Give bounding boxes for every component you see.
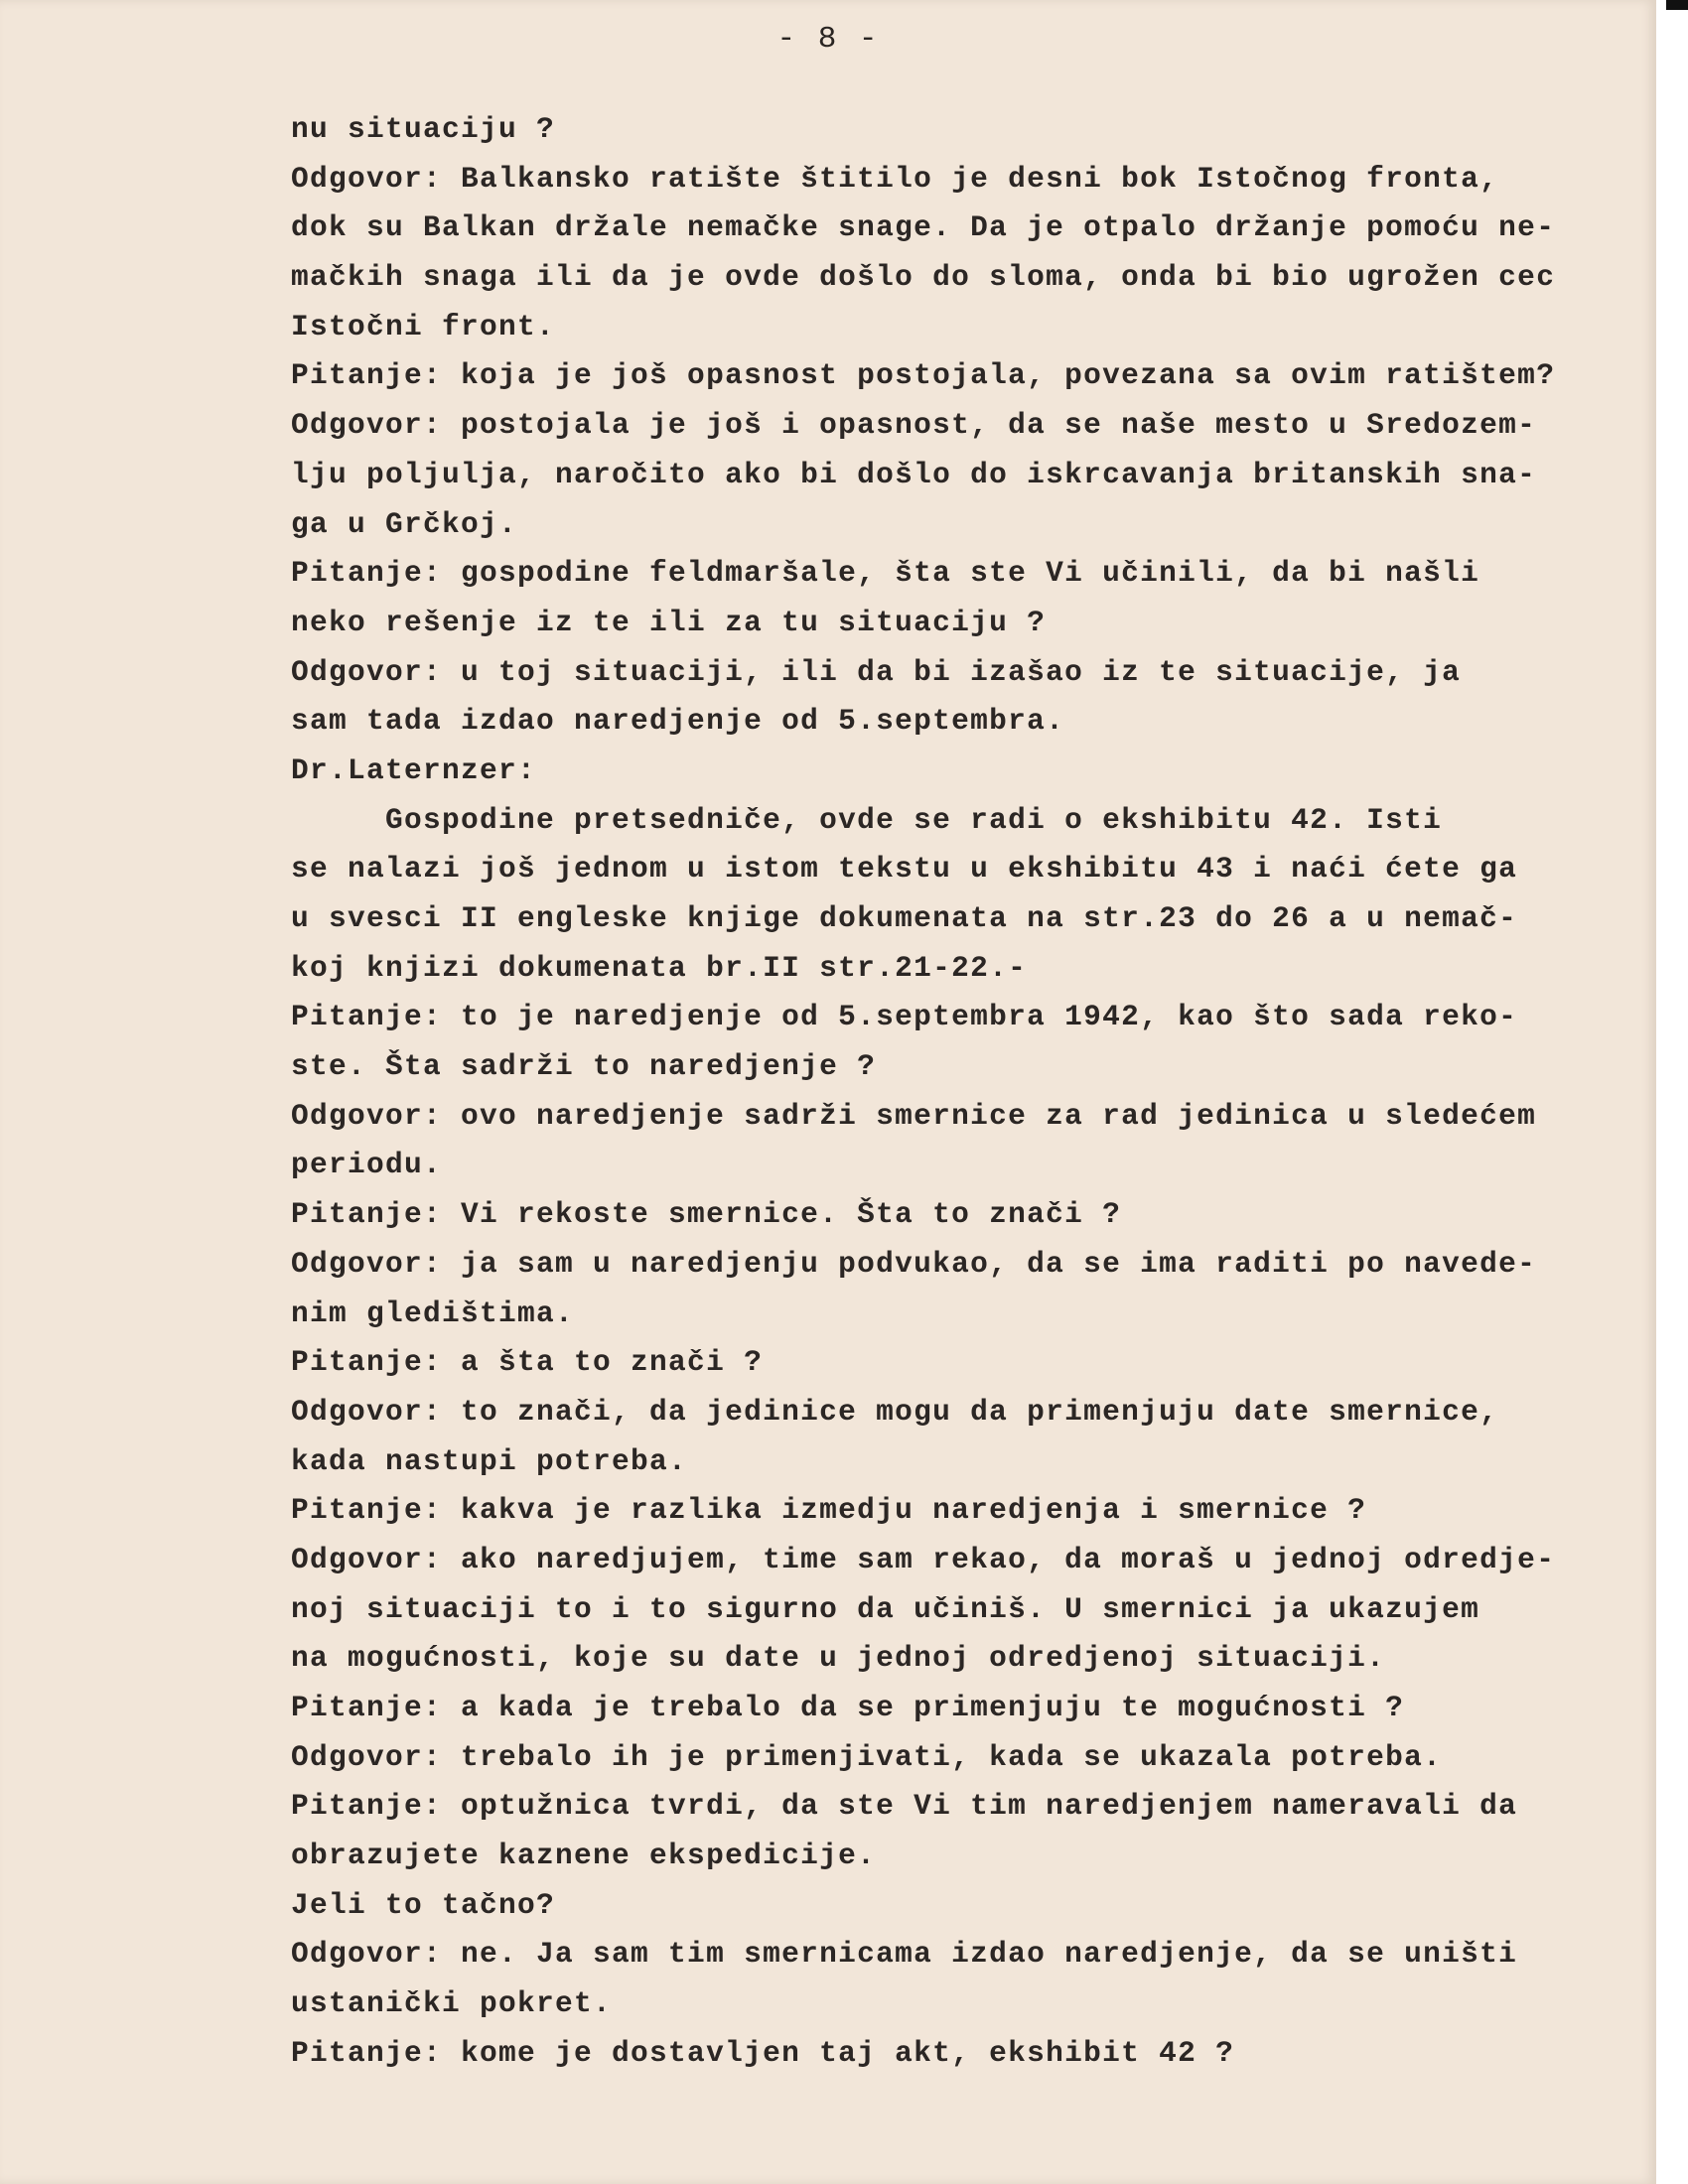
text-line: na mogućnosti, koje su date u jednoj odredjenoj situaciji. bbox=[291, 1641, 1386, 1676]
text-line: Odgovor: postojala je još i opasnost, da se naše mesto u Sredozem- bbox=[291, 408, 1537, 443]
text-line: Odgovor: u toj situaciji, ili da bi izašao iz te situacije, ja bbox=[291, 654, 1462, 689]
text-line: nu situaciju ? bbox=[291, 112, 556, 146]
text-line: Pitanje: optužnica tvrdi, da ste Vi tim naredjenjem nameravali da bbox=[291, 1789, 1518, 1824]
text-line: mačkih snaga ili da je ovde došlo do sloma, onda bi bio ugrožen cec bbox=[291, 260, 1556, 295]
page-number: - 8 - bbox=[776, 22, 880, 57]
text-line: Pitanje: Vi rekoste smernice. Šta to znači ? bbox=[291, 1197, 1122, 1232]
text-line: kada nastupi potreba. bbox=[291, 1443, 688, 1478]
text-line: Odgovor: Balkansko ratište štitilo je desni bok Istočnog fronta, bbox=[291, 161, 1499, 196]
text-line: Pitanje: a šta to znači ? bbox=[291, 1345, 764, 1380]
text-line: Jeli to tačno? bbox=[291, 1887, 556, 1922]
text-line: Pitanje: a kada je trebalo da se primenjuju te mogućnosti ? bbox=[291, 1691, 1405, 1724]
text-line: periodu. bbox=[291, 1148, 443, 1182]
text-line: Odgovor: ja sam u naredjenju podvukao, da se ima raditi po navede- bbox=[291, 1246, 1537, 1281]
text-line: obrazujete kaznene ekspedicije. bbox=[291, 1839, 877, 1873]
text-line: se nalazi još jednom u istom tekstu u ekshibitu 43 i naći ćete ga bbox=[291, 852, 1518, 887]
text-line: Odgovor: ne. Ja sam tim smernicama izdao naredjenje, da se uništi bbox=[291, 1937, 1518, 1972]
text-line: Odgovor: trebalo ih je primenjivati, kada se ukazala potreba. bbox=[291, 1739, 1443, 1774]
text-line: Gospodine pretsedniče, ovde se radi o ekshibitu 42. Isti bbox=[291, 802, 1443, 837]
text-line: dok su Balkan držale nemačke snage. Da je otpalo držanje pomoću ne- bbox=[291, 210, 1556, 245]
text-line: Pitanje: to je naredjenje od 5.septembra 1942, kao što sada reko- bbox=[291, 1000, 1518, 1034]
text-line: Odgovor: to znači, da jedinice mogu da primenjuju date smernice, bbox=[291, 1394, 1499, 1429]
text-line: ste. Šta sadrži to naredjenje ? bbox=[291, 1049, 877, 1084]
text-line: Pitanje: koja je još opasnost postojala, povezana sa ovim ratištem? bbox=[291, 358, 1556, 393]
text-line: Dr.Laternzer: bbox=[291, 752, 537, 787]
text-line: u svesci II engleske knjige dokumenata na str.23 do 26 a u nemač- bbox=[291, 901, 1518, 935]
scan-corner-mark bbox=[1666, 0, 1688, 10]
text-line: koj knjizi dokumenata br.II str.21-22.- bbox=[291, 950, 1028, 985]
text-line: ga u Grčkoj. bbox=[291, 506, 518, 541]
text-line: lju poljulja, naročito ako bi došlo do iskrcavanja britanskih sna- bbox=[291, 457, 1537, 491]
text-line: Pitanje: kome je dostavljen taj akt, ekshibit 42 ? bbox=[291, 2035, 1235, 2070]
text-line: nim gledištima. bbox=[291, 1296, 575, 1330]
text-line: noj situaciji to i to sigurno da učiniš. U smernici ja ukazujem bbox=[291, 1591, 1480, 1626]
page-margin-edge bbox=[1668, 0, 1688, 2184]
text-line: neko rešenje iz te ili za tu situaciju ? bbox=[291, 605, 1047, 639]
text-line: sam tada izdao naredjenje od 5.septembra. bbox=[291, 704, 1065, 739]
transcript-body bbox=[291, 105, 1651, 2079]
text-line: Odgovor: ako naredjujem, time sam rekao, da moraš u jednoj odredje- bbox=[291, 1542, 1556, 1576]
text-line: ustanički pokret. bbox=[291, 1986, 613, 2021]
text-line: Pitanje: gospodine feldmaršale, šta ste Vi učinili, da bi našli bbox=[291, 556, 1480, 591]
text-line: Pitanje: kakva je razlika izmedju naredjenja i smernice ? bbox=[291, 1493, 1367, 1528]
text-line: Odgovor: ovo naredjenje sadrži smernice za rad jedinica u sledećem bbox=[291, 1098, 1537, 1133]
text-line: Istočni front. bbox=[291, 309, 556, 343]
